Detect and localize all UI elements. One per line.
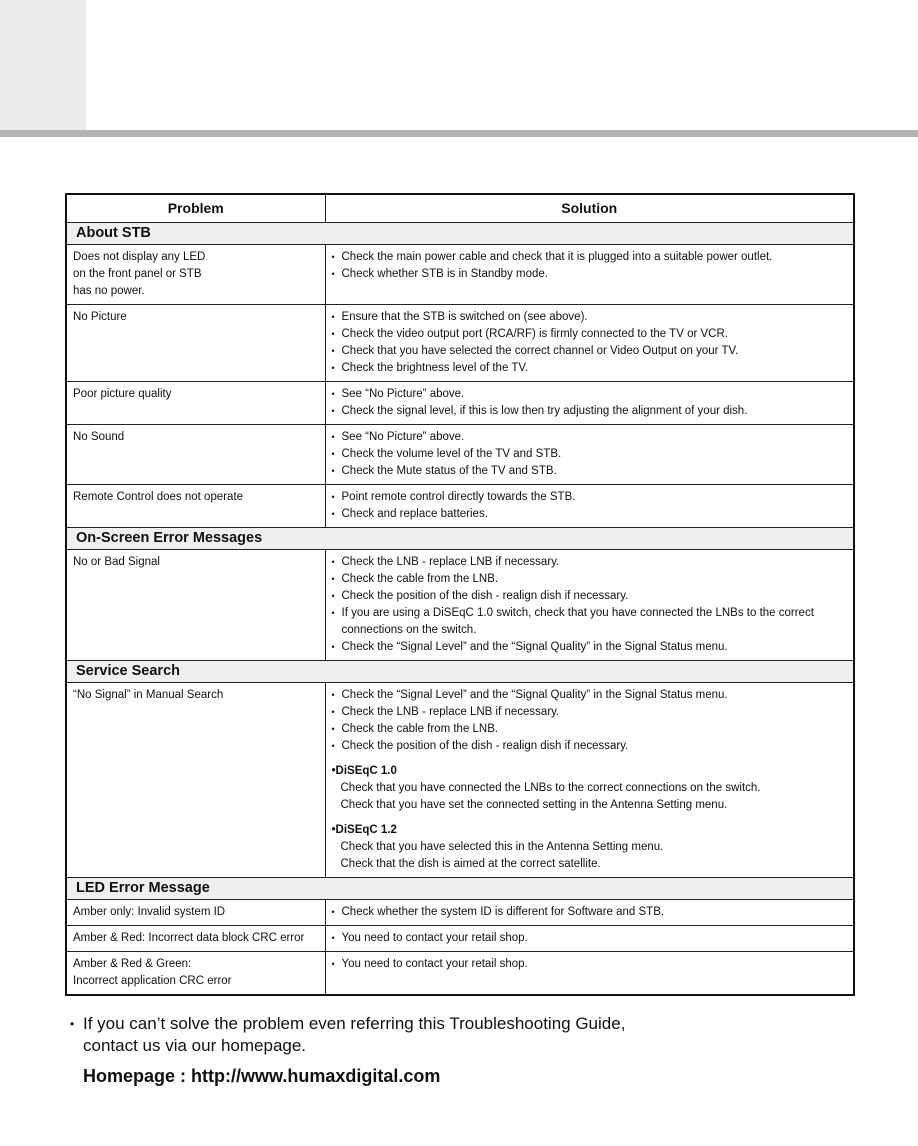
problem-cell: No Sound — [66, 425, 325, 485]
solution-item: • Check whether STB is in Standby mode. — [332, 266, 848, 283]
solution-item: • Check the video output port (RCA/RF) is firmly connected to the TV or VCR. — [332, 326, 848, 343]
solution-cell — [325, 900, 854, 926]
header-rule — [0, 130, 918, 137]
diseqc-block-line: Check that you have selected this in the Antenna Setting menu. — [340, 841, 664, 853]
solution-item: • Check the “Signal Level” and the “Signal Quality” in the Signal Status menu. — [332, 639, 848, 656]
problem-cell: Remote Control does not operate — [66, 485, 325, 528]
solution-list — [332, 429, 848, 480]
section-title: LED Error Message — [66, 878, 854, 900]
diseqc-block-line: Check that you have connected the LNBs to the correct connections on the switch. — [340, 782, 761, 794]
section-header-row — [66, 223, 854, 245]
homepage-link[interactable]: Homepage : http://www.humaxdigital.com — [83, 1066, 441, 1086]
solution-cell — [325, 245, 854, 305]
section-header-row — [66, 528, 854, 550]
solution-column-header: Solution — [325, 194, 854, 223]
problem-cell: Poor picture quality — [66, 382, 325, 425]
section-title: About STB — [66, 223, 854, 245]
solution-cell — [325, 683, 854, 878]
troubleshooting-table — [65, 193, 855, 996]
solution-item: • Check the cable from the LNB. — [332, 571, 848, 588]
solution-cell — [325, 425, 854, 485]
table-row — [66, 683, 854, 878]
problem-cell: “No Signal” in Manual Search — [66, 683, 325, 878]
solution-item: • Point remote control directly towards the STB. — [332, 489, 848, 506]
diseqc-block-title: • DiSEqC 1.0 — [332, 763, 848, 780]
solution-item: • Check the LNB - replace LNB if necessary. — [332, 704, 848, 721]
section-title: On-Screen Error Messages — [66, 528, 854, 550]
footer-note-line1: If you can’t solve the problem even referring this Troubleshooting Guide, — [83, 1014, 626, 1033]
table-row — [66, 382, 854, 425]
diseqc-block-title: • DiSEqC 1.2 — [332, 822, 848, 839]
solution-item: • Check the volume level of the TV and STB. — [332, 446, 848, 463]
solution-list — [332, 687, 848, 755]
table-row — [66, 900, 854, 926]
solution-item: • Check the brightness level of the TV. — [332, 360, 848, 377]
solution-item: • If you are using a DiSEqC 1.0 switch, check that you have connected the LNBs to the correct connections on the switch. — [332, 605, 848, 639]
solution-cell — [325, 382, 854, 425]
solution-item: • Check the main power cable and check that it is plugged into a suitable power outlet. — [332, 249, 848, 266]
solution-list — [332, 956, 848, 973]
solution-cell — [325, 550, 854, 661]
solution-item: • You need to contact your retail shop. — [332, 930, 848, 947]
solution-item: • Check the position of the dish - realign dish if necessary. — [332, 588, 848, 605]
footer-note — [70, 1013, 625, 1057]
solution-item: • Check the position of the dish - realign dish if necessary. — [332, 738, 848, 755]
table-row — [66, 952, 854, 996]
table-body — [66, 223, 854, 996]
solution-list — [332, 554, 848, 656]
solution-list — [332, 249, 848, 283]
table-row — [66, 425, 854, 485]
table-row — [66, 550, 854, 661]
solution-list — [332, 930, 848, 947]
footer-note-line2: contact us via our homepage. — [83, 1036, 307, 1055]
solution-cell — [325, 952, 854, 996]
problem-cell: No Picture — [66, 305, 325, 382]
solution-item: • See “No Picture” above. — [332, 429, 848, 446]
diseqc-block-line: Check that you have set the connected setting in the Antenna Setting menu. — [340, 799, 728, 811]
table-row — [66, 305, 854, 382]
solution-item: • Check and replace batteries. — [332, 506, 848, 523]
problem-cell: Does not display any LED on the front panel or STB has no power. — [66, 245, 325, 305]
solution-cell — [325, 926, 854, 952]
table-row — [66, 485, 854, 528]
solution-list — [332, 386, 848, 420]
solution-item: • Check the “Signal Level” and the “Signal Quality” in the Signal Status menu. — [332, 687, 848, 704]
solution-cell — [325, 305, 854, 382]
section-header-row — [66, 878, 854, 900]
problem-cell: Amber only: Invalid system ID — [66, 900, 325, 926]
solution-item: • You need to contact your retail shop. — [332, 956, 848, 973]
problem-cell: Amber & Red & Green: Incorrect application CRC error — [66, 952, 325, 996]
solution-list — [332, 489, 848, 523]
solution-item: • Check the cable from the LNB. — [332, 721, 848, 738]
solution-item: • Check whether the system ID is different for Software and STB. — [332, 904, 848, 921]
solution-item: • Ensure that the STB is switched on (see above). — [332, 309, 848, 326]
solution-list — [332, 904, 848, 921]
problem-column-header: Problem — [66, 194, 325, 223]
section-title: Service Search — [66, 661, 854, 683]
diseqc-block — [332, 763, 848, 814]
solution-item: • Check that you have selected the correct channel or Video Output on your TV. — [332, 343, 848, 360]
bullet-icon: • — [70, 1017, 75, 1031]
problem-cell: Amber & Red: Incorrect data block CRC error — [66, 926, 325, 952]
table-row — [66, 926, 854, 952]
table-header-row — [66, 194, 854, 223]
solution-list — [332, 309, 848, 377]
solution-cell — [325, 485, 854, 528]
table-row — [66, 245, 854, 305]
corner-block — [0, 0, 86, 130]
diseqc-block — [332, 822, 848, 873]
problem-cell: No or Bad Signal — [66, 550, 325, 661]
solution-item: • Check the Mute status of the TV and STB. — [332, 463, 848, 480]
diseqc-block-line: Check that the dish is aimed at the correct satellite. — [340, 858, 601, 870]
solution-item: • Check the signal level, if this is low then try adjusting the alignment of your dish. — [332, 403, 848, 420]
section-header-row — [66, 661, 854, 683]
solution-item: • Check the LNB - replace LNB if necessary. — [332, 554, 848, 571]
solution-item: • See “No Picture” above. — [332, 386, 848, 403]
